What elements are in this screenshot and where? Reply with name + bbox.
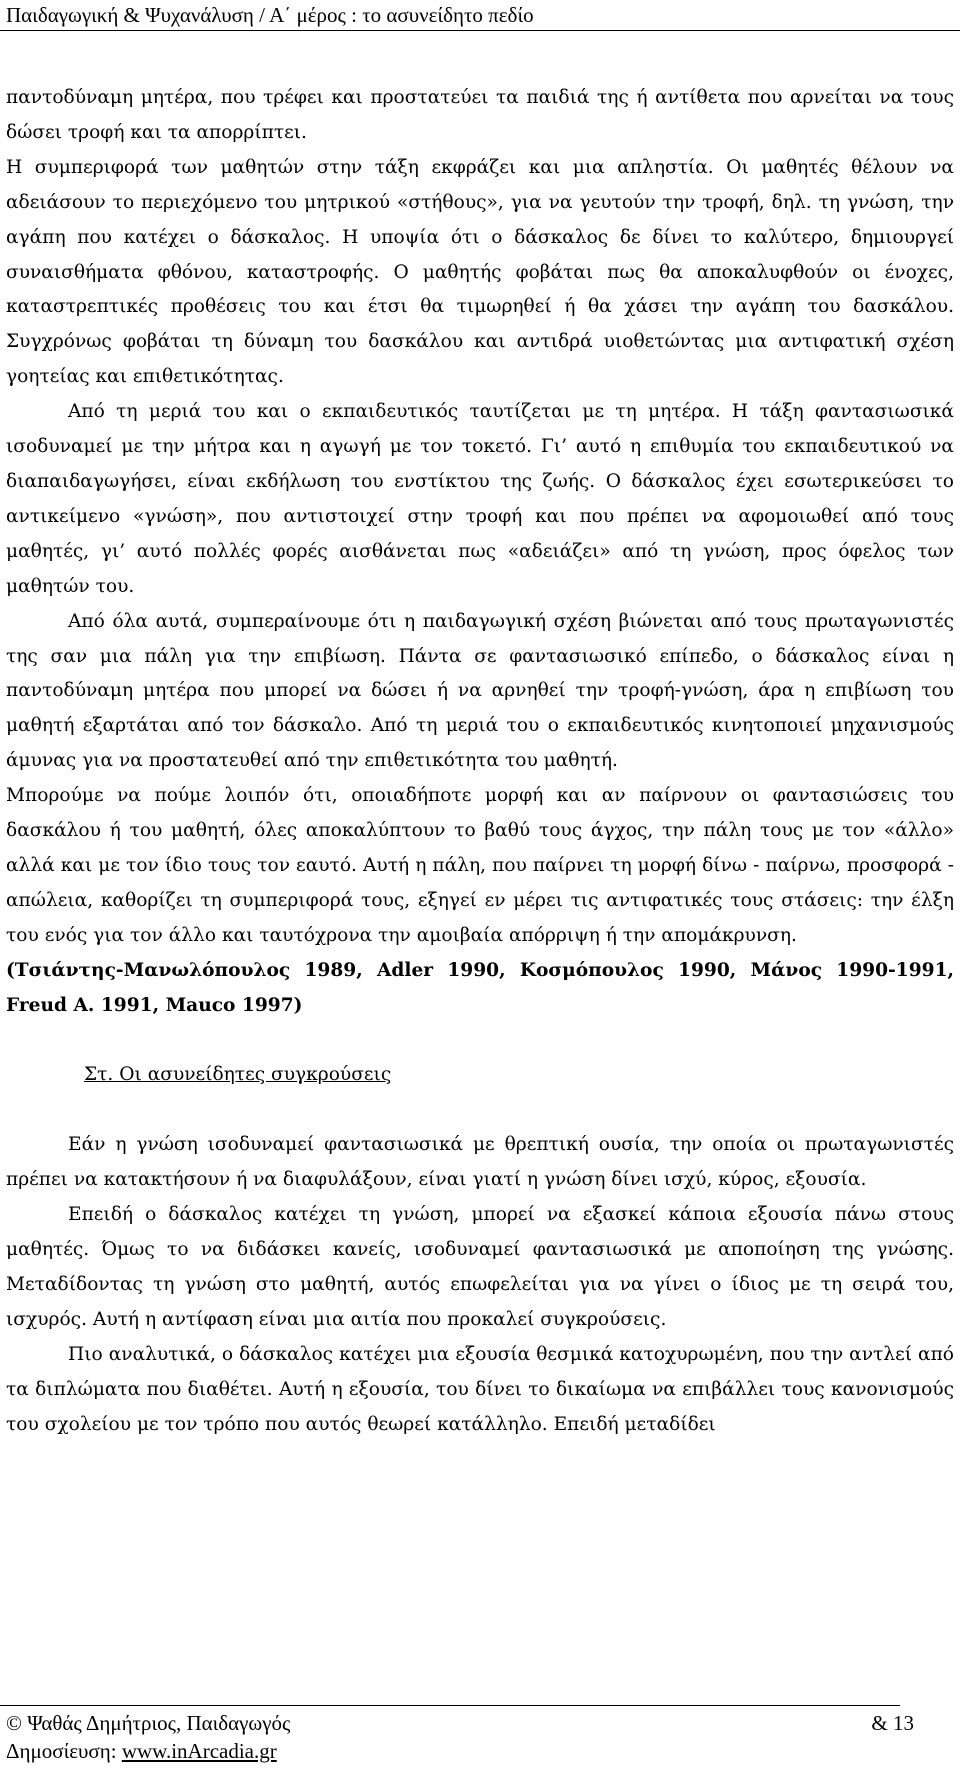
spacer bbox=[6, 1023, 954, 1058]
page-body bbox=[6, 81, 954, 1443]
header-divider bbox=[0, 30, 960, 31]
paragraph: Εάν η γνώση ισοδυναμεί φαντασιωσικά με θρεπτική ουσία, την οποία οι πρωταγωνιστές πρέπει να κατακτήσουν ή να διαφυλάξουν, είναι γιατί η γνώση δίνει ισχύ, κύρος, εξουσία. bbox=[6, 1134, 954, 1191]
paragraph: παντοδύναμη μητέρα, που τρέφει και προστατεύει τα παιδιά της ή αντίθετα που αρνείται να τους δώσει τροφή και τα απορρίπτει. bbox=[6, 87, 954, 143]
published-label: Δημοσίευση: bbox=[6, 1739, 117, 1763]
running-header bbox=[6, 2, 954, 28]
paragraph: Από όλα αυτά, συμπεραίνουμε ότι η παιδαγωγική σχέση βιώνεται από τους πρωταγωνιστές της σαν μια πάλη για την επιβίωση. Πάντα σε φαντασιωσικό επίπεδο, ο δάσκαλος είναι η παντοδύναμη μητέρα που μπορεί να δώσει ή να αρνηθεί την τροφή-γνώση, άρα η επιβίωση του μαθητή εξαρτάται από τον δάσκαλο. Από τη μεριά του ο εκπαιδευτικός κινητοποιεί μηχανισμούς άμυνας για να προστατευθεί από την επιθετικότητα του μαθητή. bbox=[6, 610, 954, 772]
references: (Τσιάντης-Μανωλόπουλος 1989, Adler 1990, Κοσμόπουλος 1990, Μάνος 1990-1991, Freud A. 1991, Mauco 1997) bbox=[6, 959, 954, 1016]
footer-author: © Ψαθάς Δημήτριος, Παιδαγωγός bbox=[6, 1711, 291, 1735]
paragraph: Επειδή ο δάσκαλος κατέχει τη γνώση, μπορεί να εξασκεί κάποια εξουσία πάνω στους μαθητές. Όμως το να διδάσκει κανείς, ισοδυναμεί φαντασιωσικά με αποποίηση της γνώσης. Μεταδίδοντας τη γνώση στο μαθητή, αυτός επωφελείται για να γίνει ο ίδιος με τη σειρά του, ισχυρός. Αυτή η αντίφαση είναι μια αιτία που προκαλεί συγκρούσεις. bbox=[6, 1204, 954, 1330]
footer-publication bbox=[6, 1737, 954, 1765]
footer-row bbox=[6, 1709, 954, 1737]
paragraph: Από τη μεριά του και ο εκπαιδευτικός ταυτίζεται με τη μητέρα. Η τάξη φαντασιωσικά ισοδυναμεί με την μήτρα και η αγωγή με τον τοκετό. Γι’ αυτό η επιθυμία του εκπαιδευτικού να διαπαιδαγωγήσει, είναι εκδήλωση του ενστίκτου της ζωής. Ο δάσκαλος έχει εσωτερικεύσει το αντικείμενο «γνώση», που αντιστοιχεί στην τροφή και που πρέπει να αφομοιωθεί από τους μαθητές, γι’ αυτό πολλές φορές αισθάνεται πως «αδειάζει» από τη γνώση, προς όφελος των μαθητών του. bbox=[6, 401, 954, 597]
site-link[interactable]: www.inArcadia.gr bbox=[121, 1739, 277, 1763]
page-footer bbox=[6, 1709, 954, 1765]
page-number: & 13 bbox=[871, 1711, 914, 1735]
paragraph: Η συμπεριφορά των μαθητών στην τάξη εκφράζει και μια απληστία. Οι μαθητές θέλουν να αδειάσουν το περιεχόμενο του μητρικού «στήθους», για να γευτούν την τροφή, δηλ. τη γνώση, την αγάπη που κατέχει ο δάσκαλος. Η υποψία ότι ο δάσκαλος δε δίνει το καλύτερο, δημιουργεί συναισθήματα φθόνου, καταστροφής. Ο μαθητής φοβάται πως θα αποκαλυφθούν οι ένοχες, καταστρεπτικές προθέσεις του και έτσι θα τιμωρηθεί ή θα χάσει την αγάπη του δασκάλου. Συγχρόνως φοβάται τη δύναμη του δασκάλου και αντιδρά υιοθετώντας μια αντιφατική σχέση γοητείας και επιθετικότητας. bbox=[6, 156, 954, 388]
paragraph: Πιο αναλυτικά, ο δάσκαλος κατέχει μια εξουσία θεσμικά κατοχυρωμένη, που την αντλεί από τα διπλώματα που διαθέτει. Αυτή η εξουσία, του δίνει το δικαίωμα να επιβάλλει τους κανονισμούς του σχολείου με τον τρόπο που αυτός θεωρεί κατάλληλο. Επειδή μεταδίδει bbox=[6, 1343, 954, 1435]
header-title: Παιδαγωγική & Ψυχανάλυση / Α΄ μέρος : το ασυνείδητο πεδίο bbox=[6, 3, 534, 27]
spacer bbox=[6, 1093, 954, 1128]
footer-divider bbox=[0, 1705, 900, 1706]
paragraph: Μπορούμε να πούμε λοιπόν ότι, οποιαδήποτε μορφή και αν παίρνουν οι φαντασιώσεις του δασκάλου ή του μαθητή, όλες αποκαλύπτουν το βαθύ τους άγχος, την πάλη τους με τον «άλλο» αλλά και με τον ίδιο τους τον εαυτό. Αυτή η πάλη, που παίρνει τη μορφή δίνω - παίρνω, προσφορά - απώλεια, καθορίζει τη συμπεριφορά τους, εξηγεί εν μέρει τις αντιφατικές τους στάσεις: την έλξη του ενός για τον άλλο και ταυτόχρονα την αμοιβαία απόρριψη ή την απομάκρυνση. bbox=[6, 785, 954, 946]
section-heading: Στ. Οι ασυνείδητες συγκρούσεις bbox=[84, 1064, 392, 1086]
